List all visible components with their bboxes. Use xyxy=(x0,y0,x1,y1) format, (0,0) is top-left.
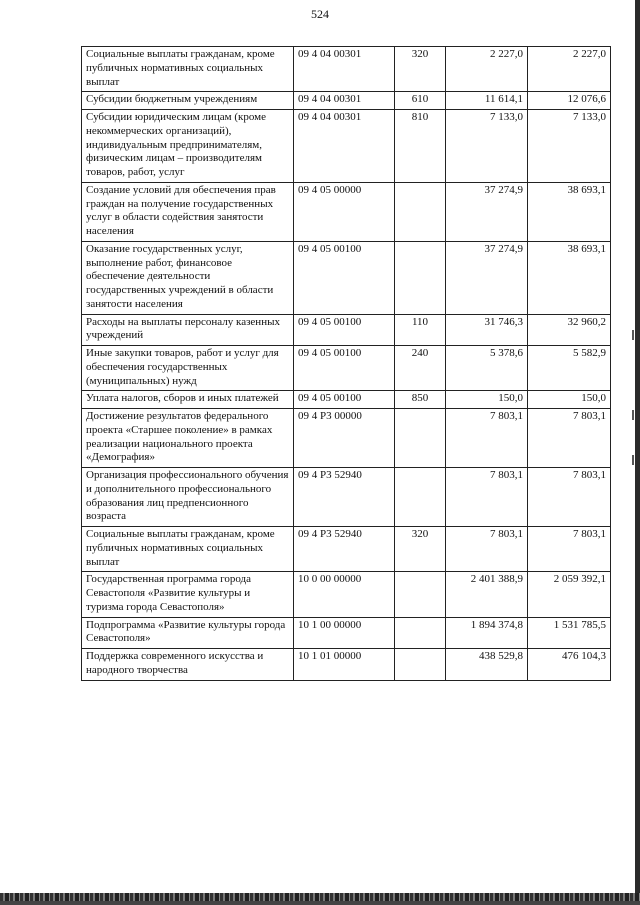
row-name: Поддержка современного искусства и народного творчества xyxy=(82,649,294,681)
table-row xyxy=(82,617,611,649)
row-amount-1: 7 133,0 xyxy=(446,110,528,183)
table-row xyxy=(82,47,611,92)
row-amount-1: 2 401 388,9 xyxy=(446,572,528,617)
row-expense-type: 320 xyxy=(395,47,446,92)
row-amount-2: 32 960,2 xyxy=(528,314,611,346)
row-code: 09 4 P3 00000 xyxy=(294,409,395,468)
row-name: Подпрограмма «Развитие культуры города Севастополя» xyxy=(82,617,294,649)
row-amount-2: 2 227,0 xyxy=(528,47,611,92)
row-amount-2: 2 059 392,1 xyxy=(528,572,611,617)
row-amount-1: 5 378,6 xyxy=(446,346,528,391)
row-code: 09 4 05 00000 xyxy=(294,182,395,241)
row-amount-2: 150,0 xyxy=(528,391,611,409)
table-row xyxy=(82,92,611,110)
row-amount-2: 7 803,1 xyxy=(528,527,611,572)
table-row xyxy=(82,110,611,183)
row-expense-type xyxy=(395,241,446,314)
row-amount-1: 7 803,1 xyxy=(446,409,528,468)
row-amount-2: 1 531 785,5 xyxy=(528,617,611,649)
page-number: 524 xyxy=(311,7,329,21)
scan-speck xyxy=(632,455,634,465)
row-code: 09 4 04 00301 xyxy=(294,92,395,110)
table-row xyxy=(82,241,611,314)
row-expense-type xyxy=(395,468,446,527)
row-name: Иные закупки товаров, работ и услуг для обеспечения государственных (муниципальных) нужд xyxy=(82,346,294,391)
scan-bottom-edge xyxy=(0,901,640,905)
row-amount-1: 37 274,9 xyxy=(446,182,528,241)
table-row xyxy=(82,649,611,681)
row-amount-2: 7 803,1 xyxy=(528,468,611,527)
row-expense-type: 240 xyxy=(395,346,446,391)
row-expense-type: 110 xyxy=(395,314,446,346)
row-code: 09 4 05 00100 xyxy=(294,391,395,409)
table-row xyxy=(82,572,611,617)
table-row xyxy=(82,527,611,572)
row-amount-1: 150,0 xyxy=(446,391,528,409)
row-amount-2: 38 693,1 xyxy=(528,241,611,314)
row-code: 10 0 00 00000 xyxy=(294,572,395,617)
row-code: 10 1 01 00000 xyxy=(294,649,395,681)
budget-table xyxy=(81,46,611,681)
row-name: Оказание государственных услуг, выполнение работ, финансовое обеспечение деятельности государственных учреждений в области занятости населения xyxy=(82,241,294,314)
row-name: Социальные выплаты гражданам, кроме публичных нормативных социальных выплат xyxy=(82,527,294,572)
row-expense-type: 810 xyxy=(395,110,446,183)
budget-table-body xyxy=(82,47,611,681)
row-expense-type: 610 xyxy=(395,92,446,110)
row-expense-type xyxy=(395,617,446,649)
scan-bottom-band xyxy=(0,893,640,901)
row-amount-2: 5 582,9 xyxy=(528,346,611,391)
row-amount-1: 438 529,8 xyxy=(446,649,528,681)
row-name: Создание условий для обеспечения прав граждан на получение государственных услуг в области содействия занятости населения xyxy=(82,182,294,241)
scan-speck xyxy=(632,410,634,420)
table-row xyxy=(82,346,611,391)
scan-speck xyxy=(632,330,634,340)
row-amount-1: 7 803,1 xyxy=(446,468,528,527)
row-code: 10 1 00 00000 xyxy=(294,617,395,649)
row-amount-2: 7 803,1 xyxy=(528,409,611,468)
table-row xyxy=(82,468,611,527)
row-code: 09 4 05 00100 xyxy=(294,314,395,346)
row-amount-1: 11 614,1 xyxy=(446,92,528,110)
row-amount-1: 2 227,0 xyxy=(446,47,528,92)
table-row xyxy=(82,314,611,346)
scan-right-edge xyxy=(635,0,640,905)
table-row xyxy=(82,409,611,468)
row-amount-1: 7 803,1 xyxy=(446,527,528,572)
row-name: Государственная программа города Севастополя «Развитие культуры и туризма города Севастополя» xyxy=(82,572,294,617)
row-amount-1: 31 746,3 xyxy=(446,314,528,346)
row-code: 09 4 04 00301 xyxy=(294,47,395,92)
row-name: Субсидии бюджетным учреждениям xyxy=(82,92,294,110)
table-row xyxy=(82,182,611,241)
row-expense-type xyxy=(395,649,446,681)
row-expense-type xyxy=(395,409,446,468)
row-name: Уплата налогов, сборов и иных платежей xyxy=(82,391,294,409)
row-amount-2: 7 133,0 xyxy=(528,110,611,183)
row-name: Субсидии юридическим лицам (кроме некоммерческих организаций), индивидуальным предпринимателям, физическим лицам – производителям товаров, работ, услуг xyxy=(82,110,294,183)
table-row xyxy=(82,391,611,409)
row-expense-type: 320 xyxy=(395,527,446,572)
row-code: 09 4 P3 52940 xyxy=(294,527,395,572)
row-amount-1: 37 274,9 xyxy=(446,241,528,314)
row-amount-2: 476 104,3 xyxy=(528,649,611,681)
row-code: 09 4 P3 52940 xyxy=(294,468,395,527)
row-name: Организация профессионального обучения и дополнительного профессионального образования лиц предпенсионного возраста xyxy=(82,468,294,527)
row-name: Достижение результатов федерального проекта «Старшее поколение» в рамках реализации национального проекта «Демография» xyxy=(82,409,294,468)
row-expense-type: 850 xyxy=(395,391,446,409)
row-expense-type xyxy=(395,572,446,617)
row-name: Расходы на выплаты персоналу казенных учреждений xyxy=(82,314,294,346)
row-code: 09 4 04 00301 xyxy=(294,110,395,183)
row-amount-2: 12 076,6 xyxy=(528,92,611,110)
row-expense-type xyxy=(395,182,446,241)
row-amount-1: 1 894 374,8 xyxy=(446,617,528,649)
row-code: 09 4 05 00100 xyxy=(294,241,395,314)
row-code: 09 4 05 00100 xyxy=(294,346,395,391)
row-name: Социальные выплаты гражданам, кроме публичных нормативных социальных выплат xyxy=(82,47,294,92)
row-amount-2: 38 693,1 xyxy=(528,182,611,241)
